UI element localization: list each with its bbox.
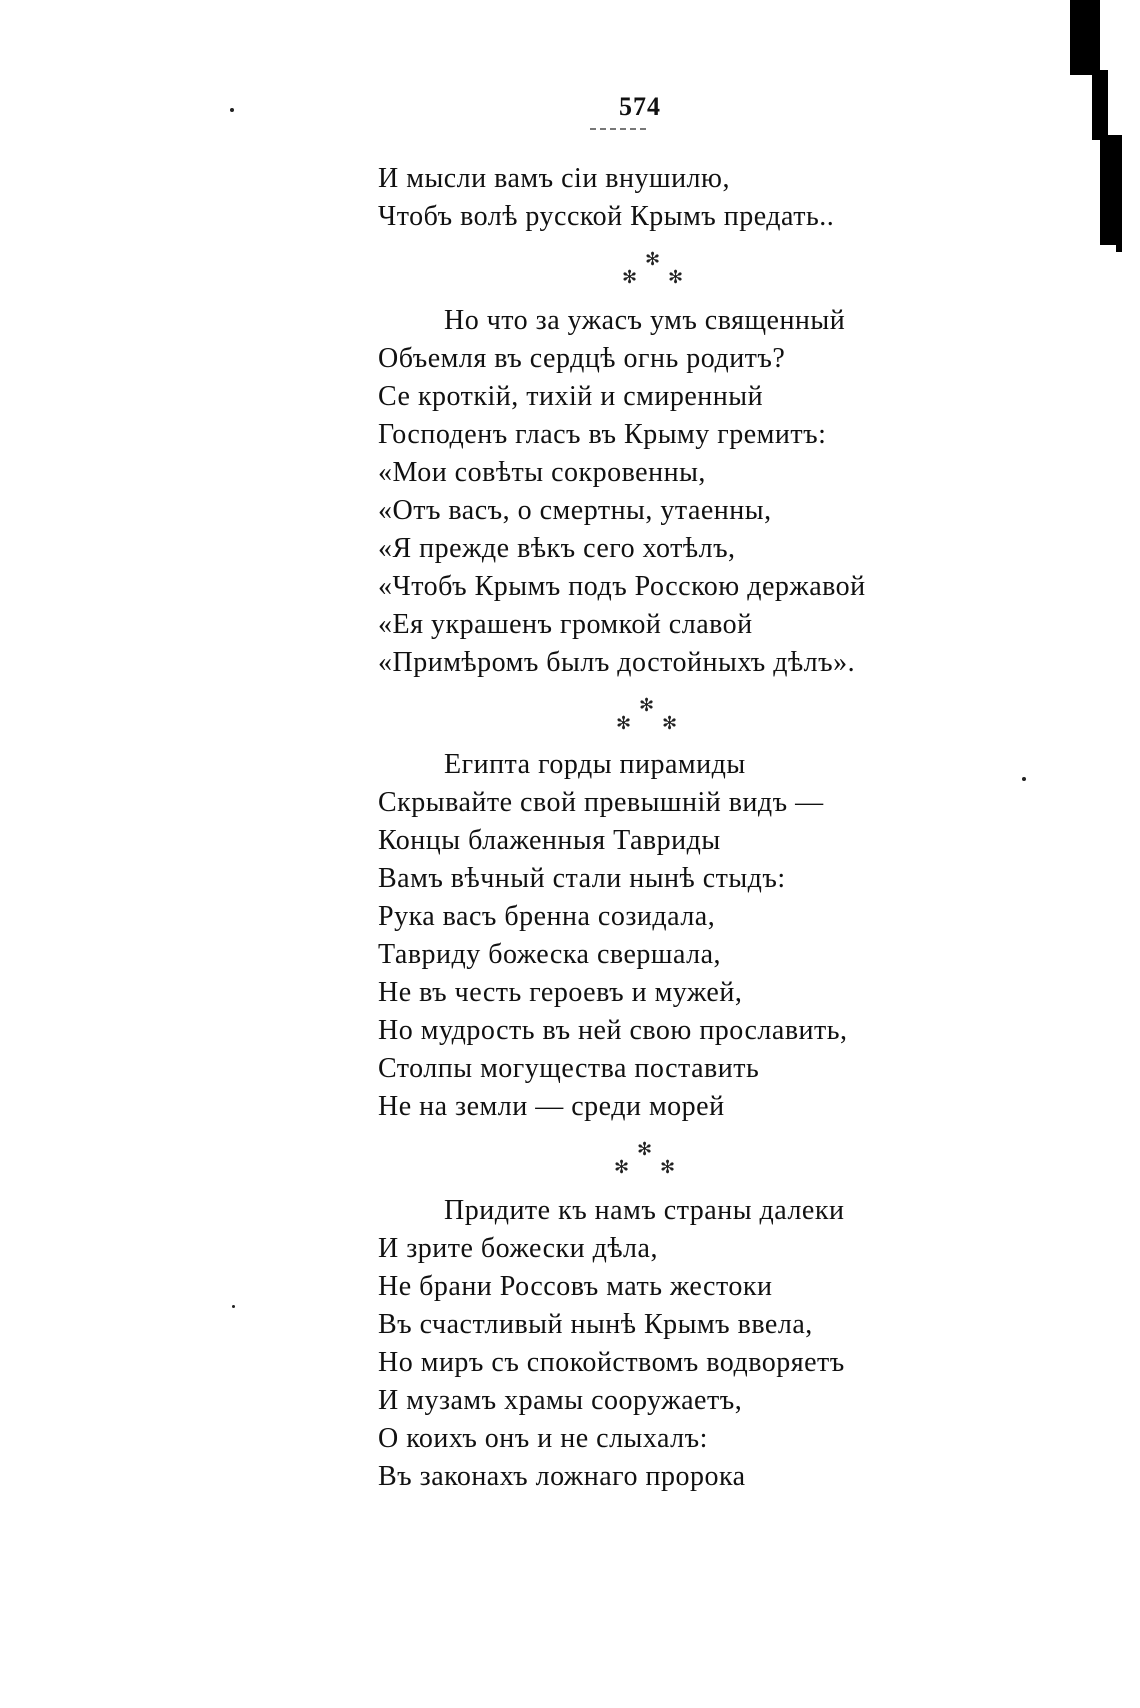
poem-line: «Я прежде вѣкъ сего хотѣлъ, [378,533,736,564]
poem-line: Объемля въ сердцѣ огнь родитъ? [378,343,786,374]
poem-line: Чтобъ волѣ русской Крымъ предать.. [378,201,835,232]
scan-speck [232,1305,235,1308]
asterism-star-icon: ✻ [639,695,655,715]
stanza-1 [378,302,1018,682]
stanza-2 [378,746,1018,1126]
poem-line: «Отъ васъ, о смертны, утаенны, [378,495,772,526]
scan-edge-bar-tail [1116,240,1122,252]
poem-line: Вамъ вѣчный стали нынѣ стыдъ: [378,863,786,894]
poem-line: И зрите божески дѣла, [378,1233,658,1264]
stanza-3 [378,1192,1018,1496]
asterism-star-icon: ✻ [668,267,684,287]
poem-line: Не на земли — среди морей [378,1091,725,1122]
poem-line: И музамъ храмы сооружаетъ, [378,1385,743,1416]
poem-line: Египта горды пирамиды [444,749,746,780]
asterism-star-icon: ✻ [614,1157,630,1177]
asterism-star-icon: ✻ [637,1139,653,1159]
page-number-rule [590,128,646,130]
asterism-star-icon: ✻ [660,1157,676,1177]
scan-speck [1022,777,1026,781]
asterism-divider [618,250,688,290]
poem-line: Но мудрость въ ней свою прославить, [378,1015,848,1046]
asterism-star-icon: ✻ [645,249,661,269]
poem-line: Не брани Россовъ мать жестоки [378,1271,773,1302]
poem-line: Концы блаженныя Тавриды [378,825,721,856]
asterism-divider [612,696,682,736]
scan-edge-bar-lower [1100,135,1122,245]
poem-line: Се кроткій, тихій и смиренный [378,381,764,412]
poem-line: Въ счастливый нынѣ Крымъ ввела, [378,1309,813,1340]
asterism-star-icon: ✻ [662,713,678,733]
poem-line: Тавриду божеска свершала, [378,939,722,970]
asterism-star-icon: ✻ [622,267,638,287]
poem-line: «Чтобъ Крымъ подъ Росскою державой [378,571,866,602]
poem-line: Въ законахъ ложнаго пророка [378,1461,746,1492]
poem-line: Но что за ужасъ умъ священный [444,305,846,336]
asterism-divider [610,1140,680,1180]
asterism-star-icon: ✻ [616,713,632,733]
poem-line: Не въ честь героевъ и мужей, [378,977,743,1008]
scan-edge-bar-top [1070,0,1100,75]
poem-line: И мысли вамъ сіи внушилю, [378,163,730,194]
poem-line: Скрывайте свой превышній видъ — [378,787,824,818]
poem-line: О коихъ онъ и не слыхалъ: [378,1423,708,1454]
poem-line: «Примѣромъ былъ достойныхъ дѣлъ». [378,647,856,678]
poem-line: «Мои совѣты сокровенны, [378,457,706,488]
poem-line: «Ея украшенъ громкой славой [378,609,753,640]
stanza-continuation [378,160,1018,236]
poem-line: Рука васъ бренна созидала, [378,901,716,932]
poem-line: Придите къ намъ страны далеки [444,1195,845,1226]
poem-line: Господенъ гласъ въ Крыму гремитъ: [378,419,827,450]
page-number: 574 [619,92,661,121]
poem-line: Столпы могущества поставить [378,1053,760,1084]
poem-line: Но миръ съ спокойствомъ водворяетъ [378,1347,845,1378]
